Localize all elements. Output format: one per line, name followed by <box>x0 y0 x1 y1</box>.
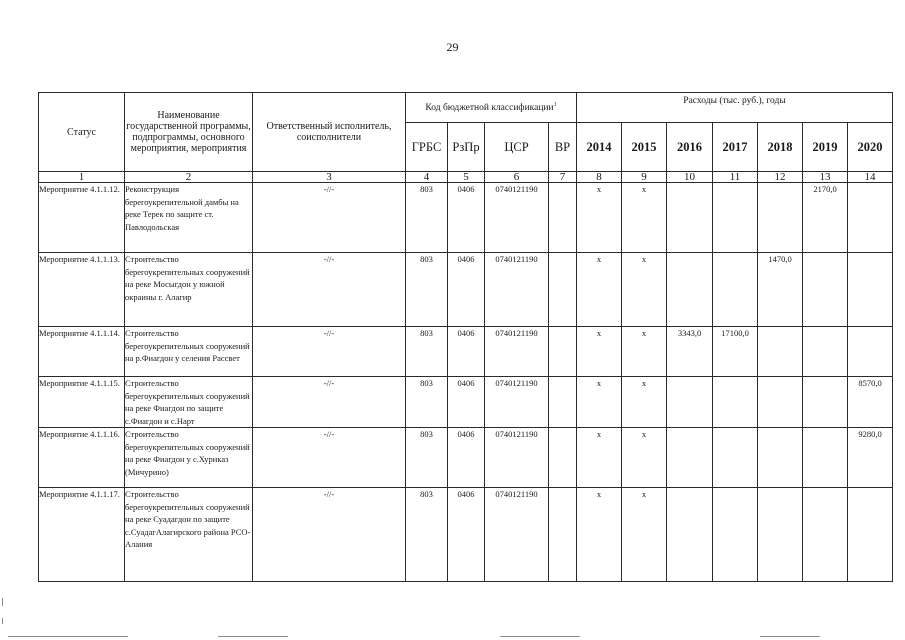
column-number: 12 <box>758 172 803 183</box>
row-value-2014: x <box>577 377 622 428</box>
row-status: Мероприятие 4.1.1.13. <box>39 253 125 327</box>
row-vr <box>549 377 577 428</box>
header-year-2019: 2019 <box>803 123 848 172</box>
row-status: Мероприятие 4.1.1.12. <box>39 183 125 253</box>
row-name: Строительство берегоукрепительных сооружений на реке Фиагдон по защите с.Фиагдон и с.Нарт <box>125 377 253 428</box>
table-row <box>39 253 893 327</box>
row-value-2015: x <box>622 183 667 253</box>
row-grbs: 803 <box>406 183 448 253</box>
row-rzpr: 0406 <box>448 488 485 582</box>
row-vr <box>549 183 577 253</box>
row-csr: 0740121190 <box>485 377 549 428</box>
row-value-2018 <box>758 183 803 253</box>
column-number: 2 <box>125 172 253 183</box>
row-value-2020 <box>848 183 893 253</box>
row-value-2016 <box>667 253 713 327</box>
row-value-2016 <box>667 488 713 582</box>
scan-artifact <box>2 618 3 624</box>
row-grbs: 803 <box>406 253 448 327</box>
row-name: Строительство берегоукрепительных сооружений на реке Мосыгдон у южной окраины г. Алагир <box>125 253 253 327</box>
row-status: Мероприятие 4.1.1.16. <box>39 428 125 488</box>
row-executor: -//- <box>253 327 406 377</box>
row-value-2016 <box>667 428 713 488</box>
table-row <box>39 183 893 253</box>
scan-artifact <box>218 636 288 637</box>
column-number: 1 <box>39 172 125 183</box>
row-value-2019 <box>803 428 848 488</box>
row-grbs: 803 <box>406 488 448 582</box>
page-number: 29 <box>446 40 459 54</box>
row-value-2014: x <box>577 253 622 327</box>
row-value-2017 <box>713 183 758 253</box>
row-csr: 0740121190 <box>485 428 549 488</box>
row-value-2018: 1470,0 <box>758 253 803 327</box>
header-code-csr: ЦСР <box>485 123 549 172</box>
row-rzpr: 0406 <box>448 183 485 253</box>
header-budget-code-footnote: 1 <box>553 102 557 109</box>
row-value-2014: x <box>577 428 622 488</box>
row-rzpr: 0406 <box>448 253 485 327</box>
column-number: 14 <box>848 172 893 183</box>
column-number: 5 <box>448 172 485 183</box>
row-executor: -//- <box>253 488 406 582</box>
row-status: Мероприятие 4.1.1.15. <box>39 377 125 428</box>
row-csr: 0740121190 <box>485 327 549 377</box>
row-csr: 0740121190 <box>485 253 549 327</box>
header-year-2017: 2017 <box>713 123 758 172</box>
row-value-2019 <box>803 253 848 327</box>
row-vr <box>549 428 577 488</box>
header-name: Наименование государственной программы, подпрограммы, основного мероприятия, мероприятия <box>125 93 253 172</box>
row-executor: -//- <box>253 428 406 488</box>
row-csr: 0740121190 <box>485 488 549 582</box>
row-value-2017 <box>713 253 758 327</box>
row-status: Мероприятие 4.1.1.17. <box>39 488 125 582</box>
column-number: 8 <box>577 172 622 183</box>
column-number: 13 <box>803 172 848 183</box>
column-number-row <box>39 172 893 183</box>
row-value-2018 <box>758 428 803 488</box>
row-value-2017 <box>713 488 758 582</box>
header-budget-code <box>406 93 577 123</box>
row-value-2018 <box>758 377 803 428</box>
column-number: 7 <box>549 172 577 183</box>
row-value-2020 <box>848 488 893 582</box>
table-row <box>39 488 893 582</box>
header-year-2016: 2016 <box>667 123 713 172</box>
row-vr <box>549 253 577 327</box>
scan-artifact <box>760 636 820 637</box>
row-value-2020 <box>848 327 893 377</box>
header-year-2020: 2020 <box>848 123 893 172</box>
column-number: 10 <box>667 172 713 183</box>
row-value-2017 <box>713 377 758 428</box>
row-executor: -//- <box>253 183 406 253</box>
row-executor: -//- <box>253 253 406 327</box>
row-rzpr: 0406 <box>448 377 485 428</box>
header-status: Статус <box>39 93 125 172</box>
row-vr <box>549 488 577 582</box>
row-name: Строительство берегоукрепительных сооружений на р.Фиагдон у селения Рассвет <box>125 327 253 377</box>
table-row <box>39 428 893 488</box>
header-expenses: Расходы (тыс. руб.), годы <box>577 93 893 123</box>
row-value-2017 <box>713 428 758 488</box>
row-value-2014: x <box>577 488 622 582</box>
row-status: Мероприятие 4.1.1.14. <box>39 327 125 377</box>
column-number: 9 <box>622 172 667 183</box>
row-grbs: 803 <box>406 428 448 488</box>
row-grbs: 803 <box>406 377 448 428</box>
row-value-2020: 9280,0 <box>848 428 893 488</box>
table-row <box>39 377 893 428</box>
scan-artifact <box>500 636 580 637</box>
scan-artifact <box>2 598 3 606</box>
row-rzpr: 0406 <box>448 327 485 377</box>
row-value-2017: 17100,0 <box>713 327 758 377</box>
header-year-2018: 2018 <box>758 123 803 172</box>
row-executor: -//- <box>253 377 406 428</box>
column-number: 4 <box>406 172 448 183</box>
row-value-2014: x <box>577 327 622 377</box>
row-value-2015: x <box>622 253 667 327</box>
row-name: Строительство берегоукрепительных сооружений на реке Суадагдон по защите с.СуадагАлагирского района РСО-Алания <box>125 488 253 582</box>
row-name: Строительство берегоукрепительных сооружений на реке Фиагдон у с.Хуриказ (Мичурино) <box>125 428 253 488</box>
row-grbs: 803 <box>406 327 448 377</box>
row-value-2015: x <box>622 327 667 377</box>
row-name: Реконструкция берегоукрепительной дамбы на реке Терек по защите ст. Павлодольская <box>125 183 253 253</box>
scan-artifact <box>8 636 128 637</box>
header-code-grbs: ГРБС <box>406 123 448 172</box>
column-number: 3 <box>253 172 406 183</box>
table-row <box>39 327 893 377</box>
row-value-2016: 3343,0 <box>667 327 713 377</box>
row-value-2019: 2170,0 <box>803 183 848 253</box>
row-value-2015: x <box>622 428 667 488</box>
row-value-2016 <box>667 377 713 428</box>
row-value-2020: 8570,0 <box>848 377 893 428</box>
row-value-2019 <box>803 327 848 377</box>
row-value-2015: x <box>622 377 667 428</box>
row-value-2019 <box>803 377 848 428</box>
row-csr: 0740121190 <box>485 183 549 253</box>
header-executor: Ответственный исполнитель, соисполнители <box>253 93 406 172</box>
header-code-vr: ВР <box>549 123 577 172</box>
column-number: 11 <box>713 172 758 183</box>
row-value-2018 <box>758 327 803 377</box>
row-value-2019 <box>803 488 848 582</box>
row-value-2016 <box>667 183 713 253</box>
row-value-2014: x <box>577 183 622 253</box>
header-year-2015: 2015 <box>622 123 667 172</box>
header-budget-code-label: Код бюджетной классификации <box>425 103 554 114</box>
header-year-2014: 2014 <box>577 123 622 172</box>
column-number: 6 <box>485 172 549 183</box>
budget-table <box>38 92 893 582</box>
row-rzpr: 0406 <box>448 428 485 488</box>
row-value-2015: x <box>622 488 667 582</box>
row-value-2020 <box>848 253 893 327</box>
row-value-2018 <box>758 488 803 582</box>
row-vr <box>549 327 577 377</box>
header-code-rzpr: РзПр <box>448 123 485 172</box>
